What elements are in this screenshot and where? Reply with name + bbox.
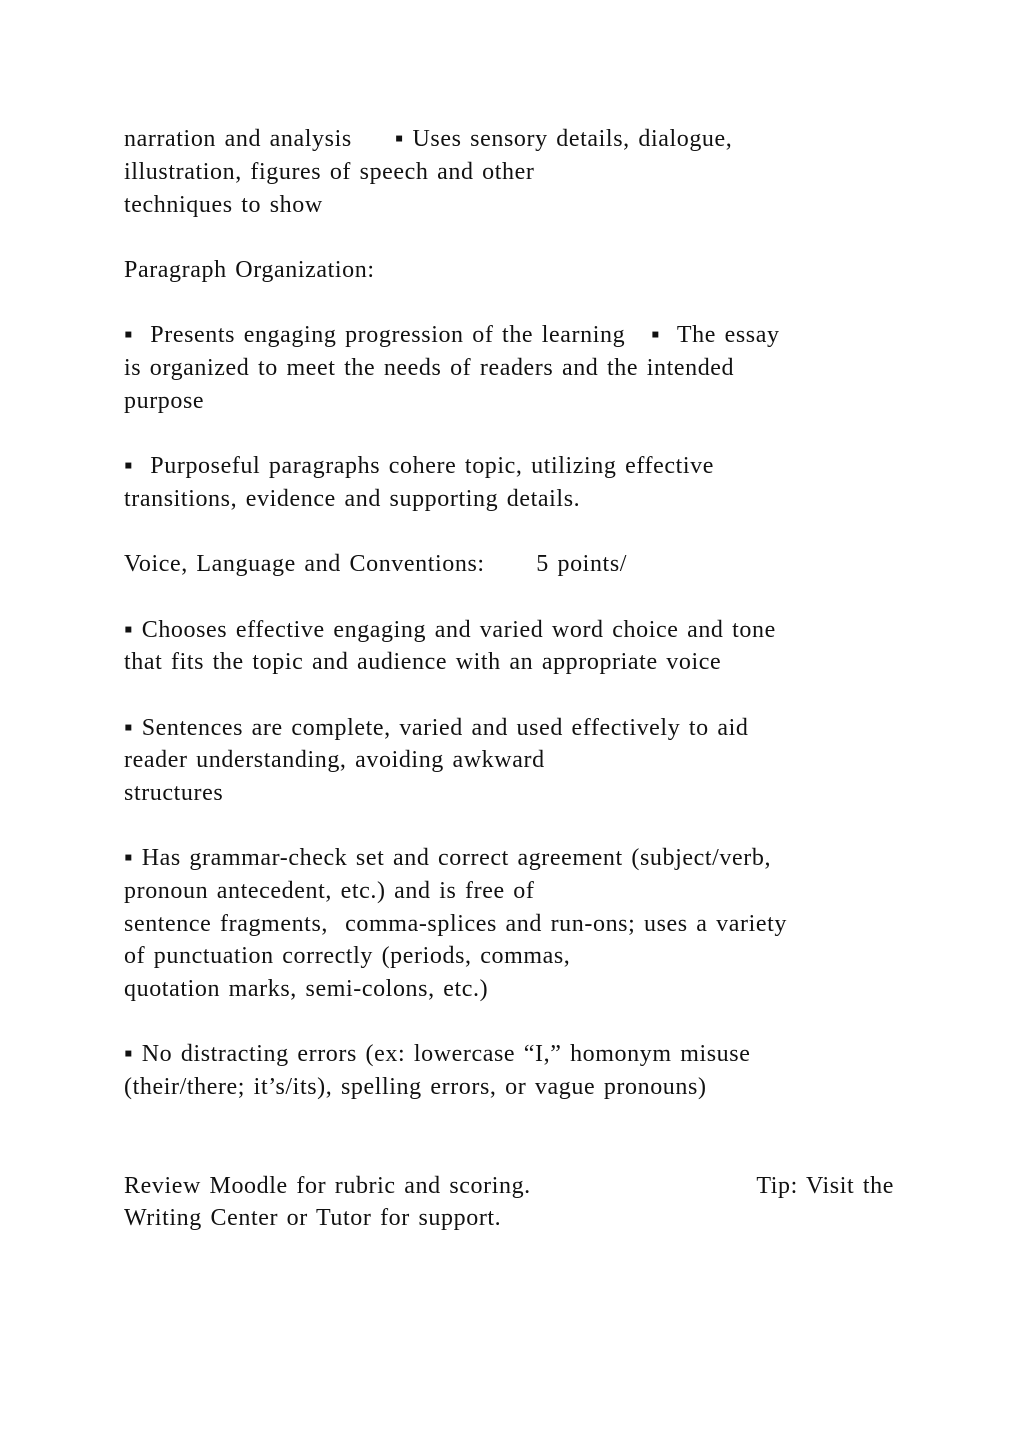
text-line-19: of punctuation correctly (periods, commas, (124, 943, 571, 969)
text-line-2: illustration, figures of speech and other (124, 159, 535, 185)
text-line-22: (their/there; it’s/its), spelling errors, or vague pronouns) (124, 1074, 707, 1100)
text-line-20: quotation marks, semi-colons, etc.) (124, 976, 489, 1002)
footer-support-note: Writing Center or Tutor for support. (124, 1205, 502, 1231)
text-line-18: sentence fragments, comma-splices and run-ons; uses a variety (124, 911, 787, 937)
text-line-5: ▪ Presents engaging progression of the learning ▪ The essay (124, 322, 780, 348)
text-line-7: purpose (124, 388, 205, 414)
text-line-8: ▪ Purposeful paragraphs cohere topic, utilizing effective (124, 453, 715, 479)
text-line-12: that fits the topic and audience with an appropriate voice (124, 649, 722, 675)
text-line-13: ▪ Sentences are complete, varied and used effectively to aid (124, 715, 749, 741)
text-line-6: is organized to meet the needs of readers and the intended (124, 355, 735, 381)
text-line-1: narration and analysis ▪ Uses sensory details, dialogue, (124, 126, 733, 152)
text-line-9: transitions, evidence and supporting details. (124, 486, 581, 512)
section-heading-paragraph-organization: Paragraph Organization: (124, 257, 375, 283)
footer-tip: Tip: Visit the (756, 1173, 894, 1199)
section-heading-voice-language: Voice, Language and Conventions: 5 points/ (124, 551, 628, 577)
text-line-11: ▪ Chooses effective engaging and varied word choice and tone (124, 617, 776, 643)
text-line-3: techniques to show (124, 192, 323, 218)
text-line-15: structures (124, 780, 224, 806)
text-line-17: pronoun antecedent, etc.) and is free of (124, 878, 535, 904)
text-line-14: reader understanding, avoiding awkward (124, 747, 545, 773)
text-line-21: ▪ No distracting errors (ex: lowercase “I,” homonym misuse (124, 1041, 751, 1067)
text-line-16: ▪ Has grammar-check set and correct agreement (subject/verb, (124, 845, 772, 871)
footer-review-note: Review Moodle for rubric and scoring. (124, 1173, 531, 1199)
